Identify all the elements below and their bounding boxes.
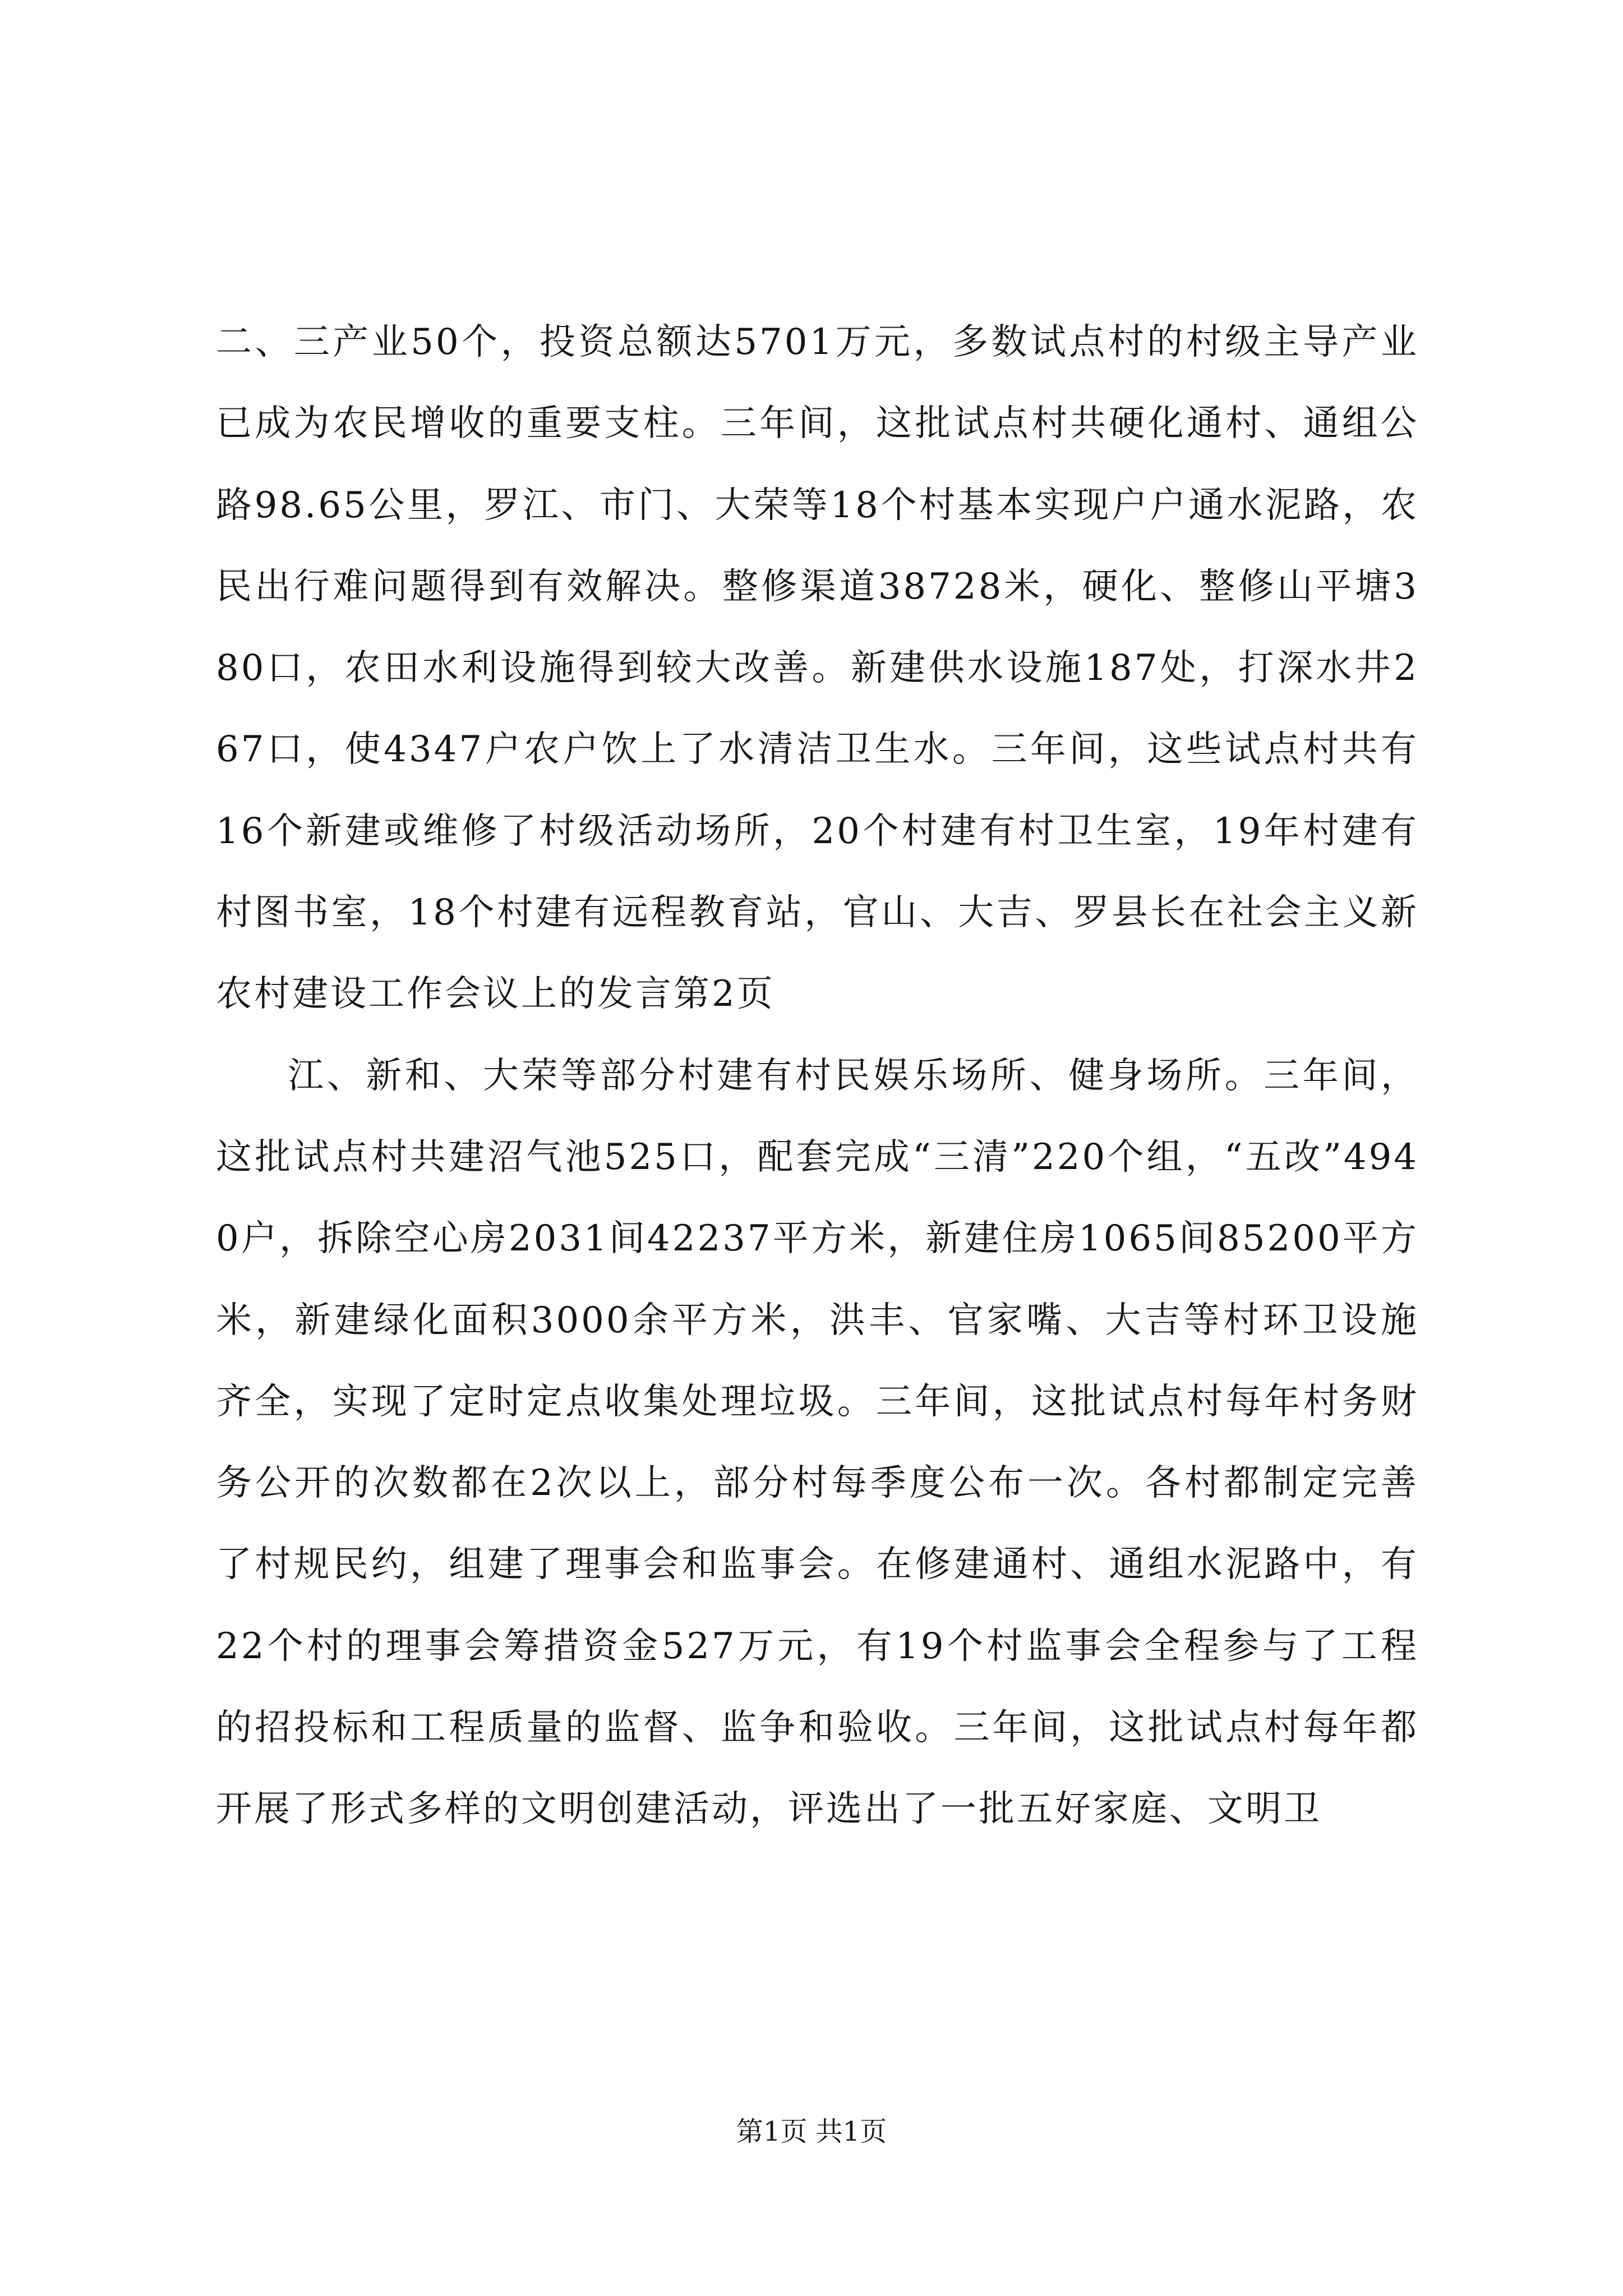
paragraph-2: 江、新和、大荣等部分村建有村民娱乐场所、健身场所。三年间，这批试点村共建沼气池525口，配套完成“三清”220个组，“五改”4940户，拆除空心房2031间42237平方米，新建住房1065间85200平方米，新建绿化面积3000余平方米，洪丰、官家嘴、大吉等村环卫设施齐全，实现了定时定点收集处理垃圾。三年间，这批试点村每年村务财务公开的次数都在2次以上，部分村每季度公布一次。各村都制定完善了村规民约，组建了理事会和监事会。在修建通村、通组水泥路中，有22个村的理事会筹措资金527万元，有19个村监事会全程参与了工程的招投标和工程质量的监督、监争和验收。三年间，这批试点村每年都开展了形式多样的文明创建活动，评选出了一批五好家庭、文明卫 <box>216 1055 1419 1830</box>
paragraph-1: 二、三产业50个，投资总额达5701万元，多数试点村的村级主导产业已成为农民增收的重要支柱。三年间，这批试点村共硬化通村、通组公路98.65公里，罗江、市门、大荣等18个村基本实现户户通水泥路，农民出行难问题得到有效解决。整修渠道38728米，硬化、整修山平塘380口，农田水利设施得到较大改善。新建供水设施187处，打深水井267口，使4347户农户饮上了水清洁卫生水。三年间，这些试点村共有16个新建或维修了村级活动场所，20个村建有村卫生室，19年村建有村图书室，18个村建有远程教育站，官山、大吉、罗县长在社会主义新农村建设工作会议上的发言第2页 <box>216 321 1419 1015</box>
document-body <box>216 302 1419 1851</box>
page-number-footer: 第1页 共1页 <box>736 2116 887 2147</box>
